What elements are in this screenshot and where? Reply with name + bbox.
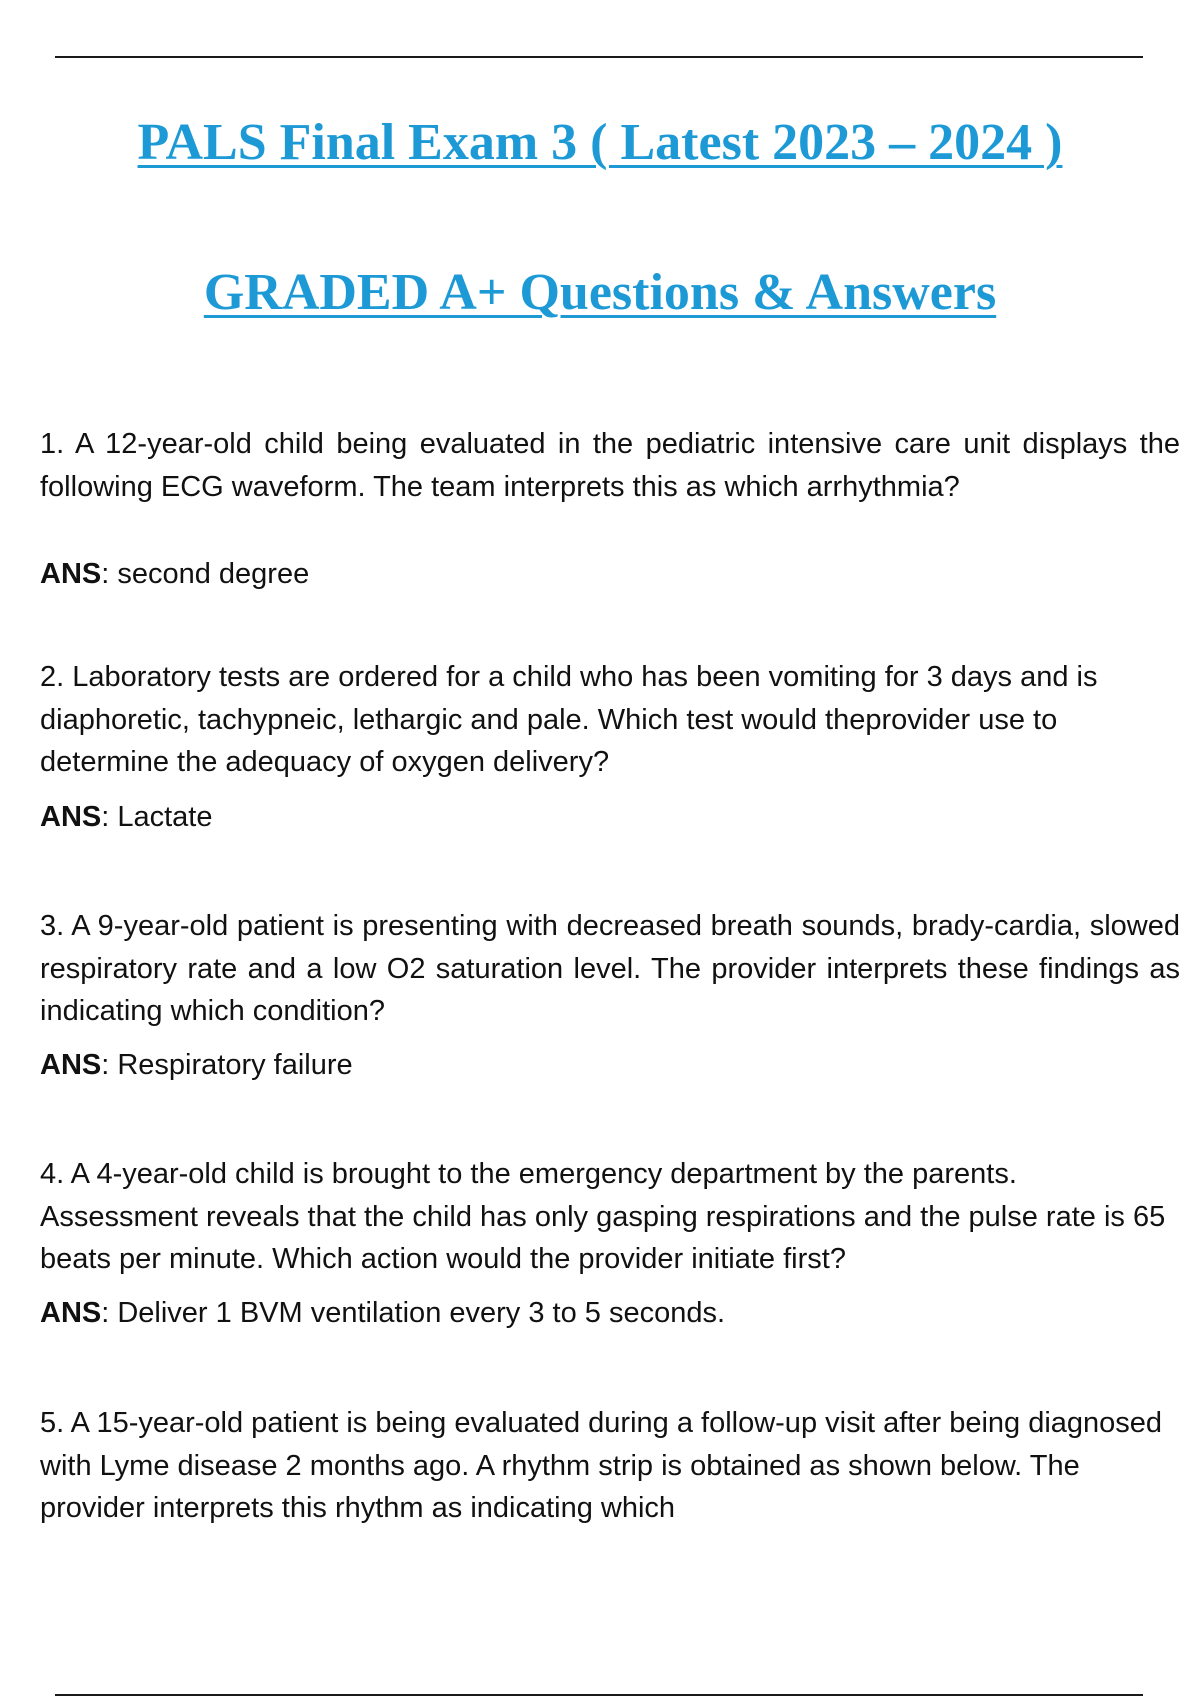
question-4: 4. A 4-year-old child is brought to the emergency department by the parents. Assessment reveals that the child has only gasping respirations and the pulse rate is 65 beats per minute. Which action would the provider initiate first?	[40, 1158, 1166, 1275]
document-title	[0, 113, 1200, 173]
answer-label: ANS	[40, 1297, 102, 1329]
answer-label: ANS	[40, 558, 102, 590]
answer-1	[40, 553, 1180, 595]
answer-3	[40, 1044, 1180, 1086]
document-subtitle	[0, 263, 1200, 323]
answer-4	[40, 1292, 1180, 1334]
answer-4-text: : Deliver 1 BVM ventilation every 3 to 5 seconds.	[101, 1297, 726, 1329]
question-1: 1. A 12-year-old child being evaluated in the pediatric intensive care unit displays the following ECG waveform. The team interprets this as which arrhythmia?	[40, 428, 1180, 503]
answer-3-text: : Respiratory failure	[101, 1049, 353, 1081]
answer-label: ANS	[40, 1049, 102, 1081]
question-5: 5. A 15-year-old patient is being evaluated during a follow-up visit after being diagnosed with Lyme disease 2 months ago. A rhythm strip is obtained as shown below. The provider interprets this rhythm as indicating which	[40, 1407, 1163, 1524]
answer-1-text: : second degree	[101, 558, 310, 590]
question-2: 2. Laboratory tests are ordered for a child who has been vomiting for 3 days and is diaphoretic, tachypneic, lethargic and pale. Which test would theprovider use to determine the adequacy of oxygen delivery?	[40, 661, 1098, 778]
document-subtitle-text: GRADED A+ Questions & Answers	[203, 264, 997, 321]
question-3: 3. A 9-year-old patient is presenting with decreased breath sounds, brady-cardia, slowed respiratory rate and a low O2 saturation level. The provider interprets these findings as indicating which condition?	[40, 910, 1180, 1027]
bottom-rule	[55, 1694, 1143, 1696]
top-rule	[55, 56, 1143, 58]
answer-2-text: : Lactate	[101, 801, 213, 833]
answer-2	[40, 796, 1180, 838]
answer-label: ANS	[40, 801, 102, 833]
document-title-text: PALS Final Exam 3 ( Latest 2023 – 2024 )	[137, 114, 1063, 171]
